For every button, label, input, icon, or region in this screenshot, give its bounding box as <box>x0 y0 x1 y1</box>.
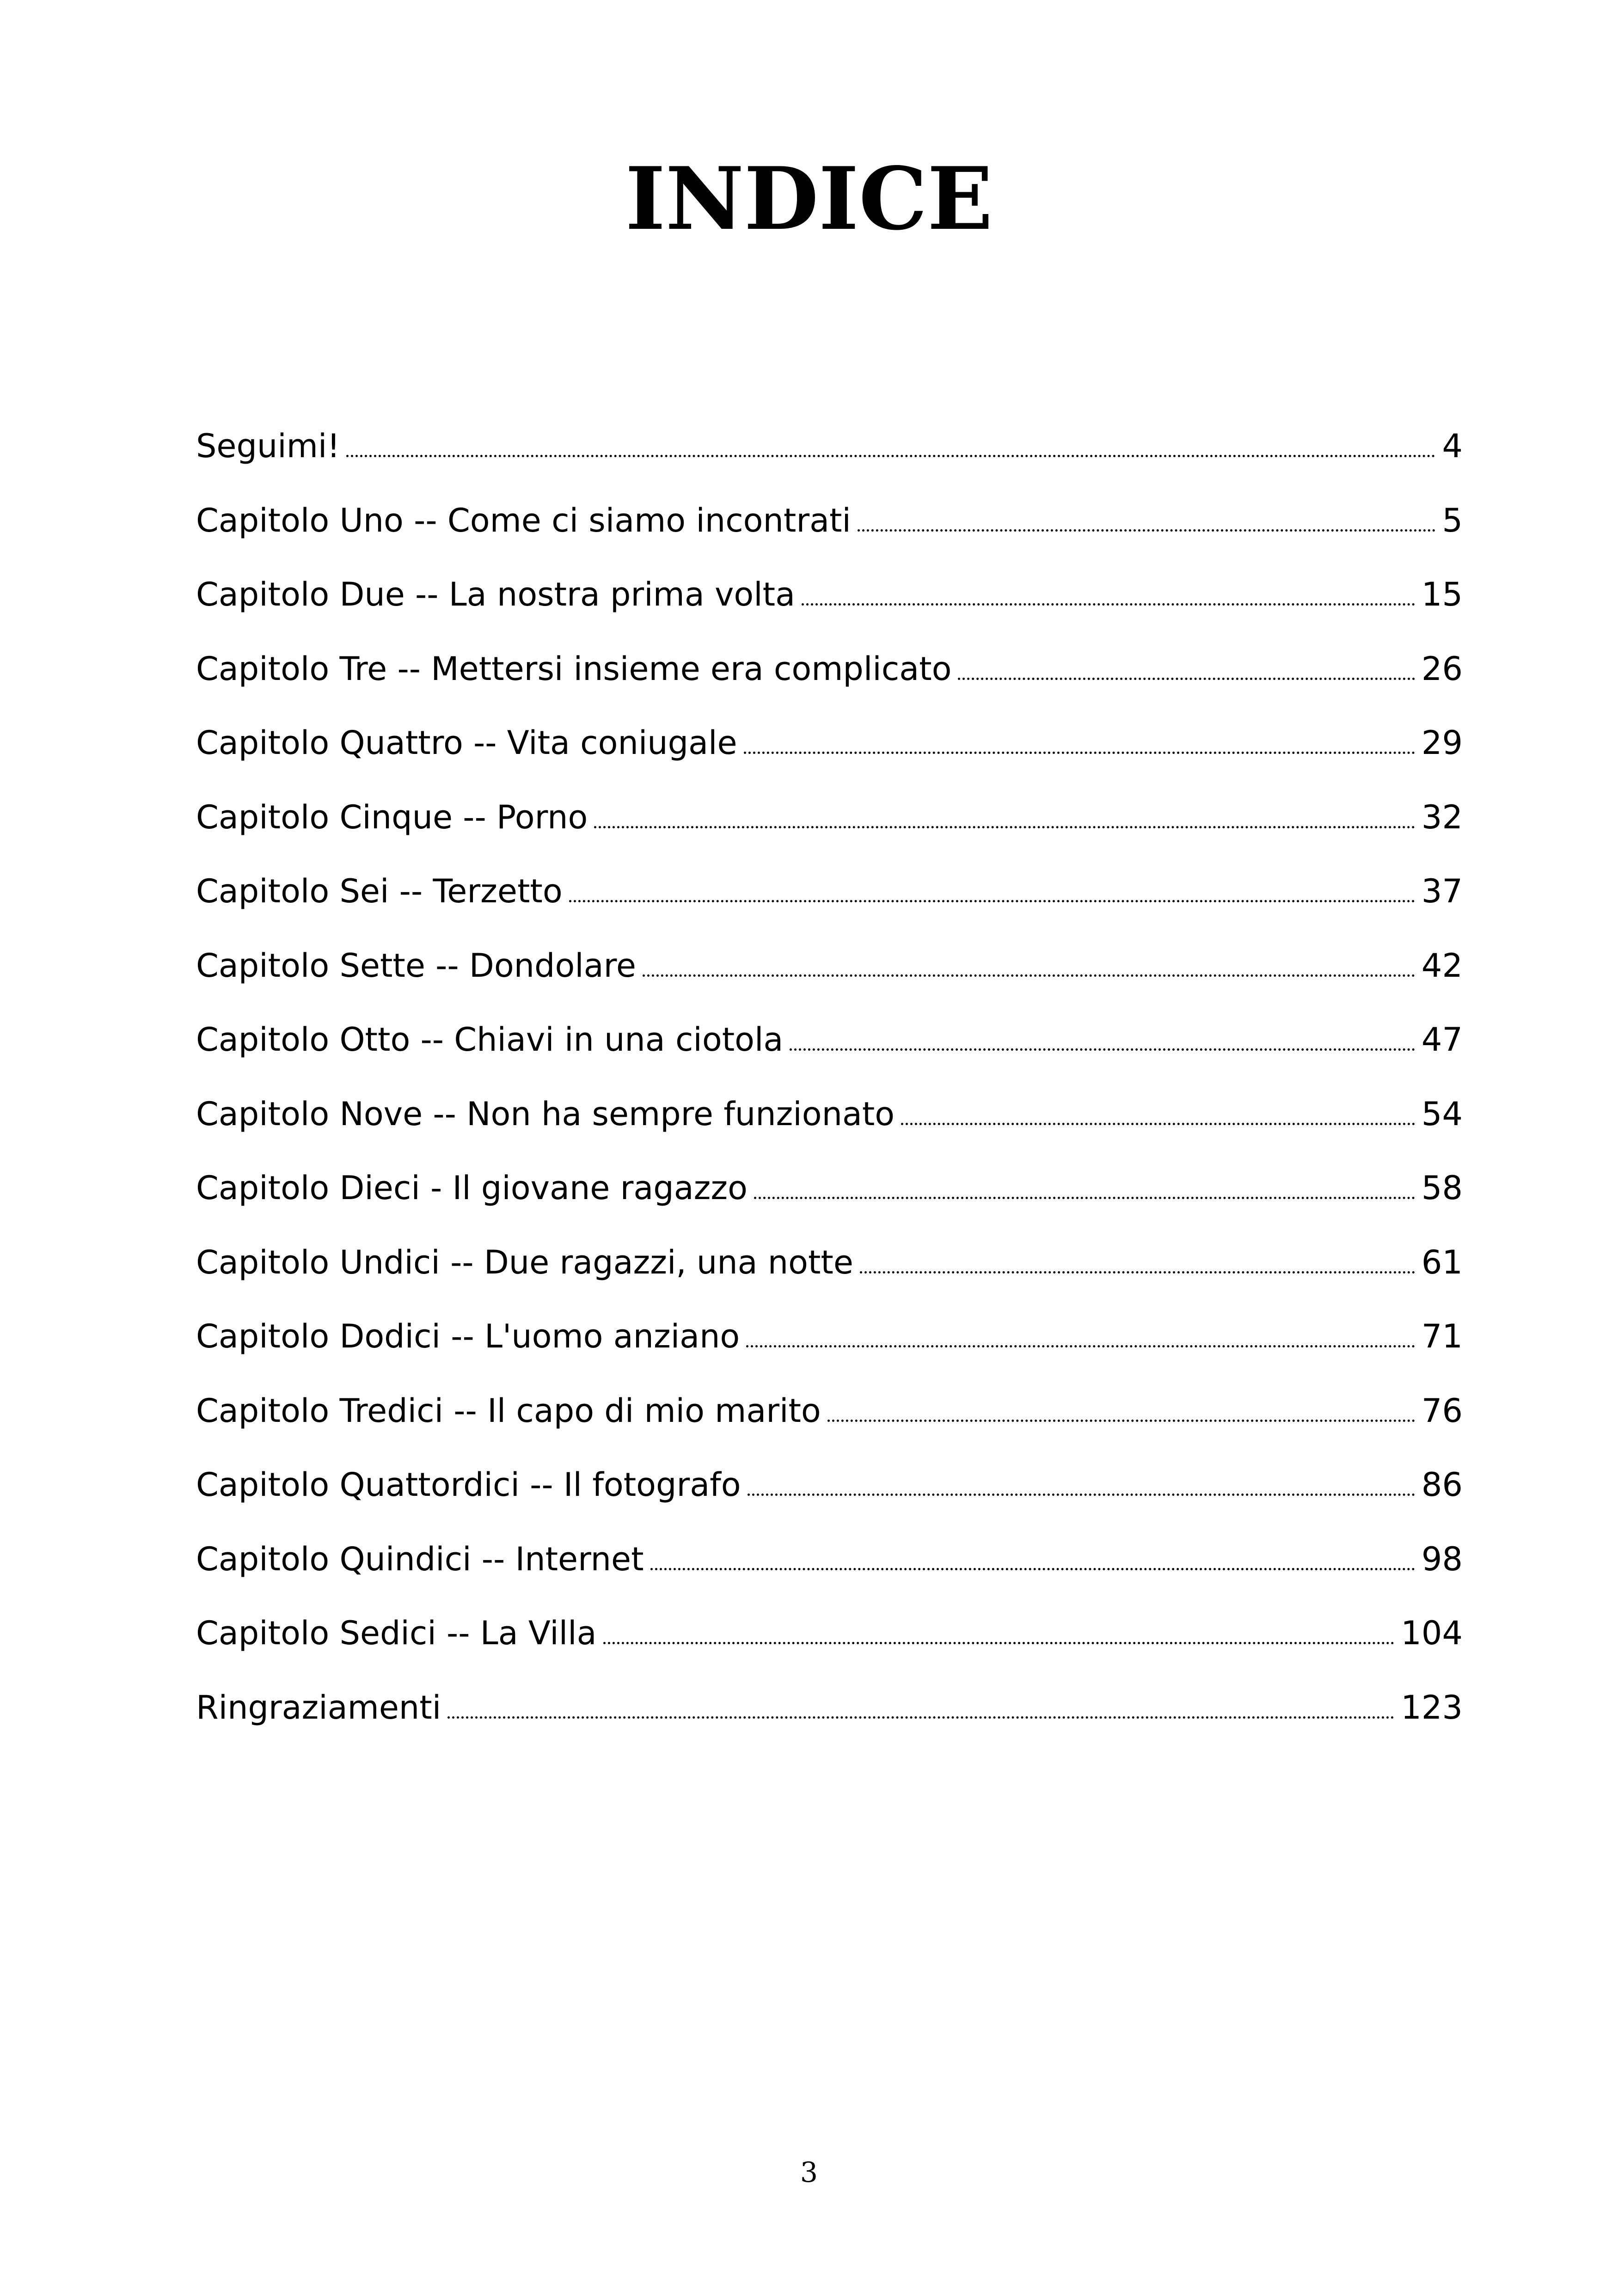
toc-entry[interactable] <box>196 1016 1463 1091</box>
toc-entry[interactable] <box>196 1091 1463 1165</box>
dot-leader <box>650 1568 1415 1570</box>
toc-entry-page: 58 <box>1421 1169 1463 1207</box>
dot-leader <box>858 529 1436 532</box>
toc-entry-label: Ringraziamenti <box>196 1688 441 1727</box>
toc-entry-page: 4 <box>1442 427 1463 465</box>
toc-entry[interactable] <box>196 1388 1463 1462</box>
toc-entry-label: Capitolo Dieci - Il giovane ragazzo <box>196 1169 748 1207</box>
toc-entry-label: Capitolo Sedici -- La Villa <box>196 1614 597 1652</box>
toc-entry-page: 86 <box>1421 1466 1463 1504</box>
toc-entry[interactable] <box>196 423 1463 497</box>
toc-entry-page: 5 <box>1442 501 1463 539</box>
toc-entry[interactable] <box>196 868 1463 943</box>
toc-entry[interactable] <box>196 571 1463 646</box>
toc-entry-label: Capitolo Uno -- Come ci siamo incontrati <box>196 501 851 539</box>
toc-entry-page: 76 <box>1421 1391 1463 1430</box>
toc-entry-label: Capitolo Otto -- Chiavi in una ciotola <box>196 1021 784 1059</box>
toc-entry-page: 15 <box>1421 576 1463 613</box>
toc-entry[interactable] <box>196 720 1463 794</box>
toc-entry-page: 71 <box>1421 1317 1463 1355</box>
dot-leader <box>790 1048 1415 1051</box>
toc-entry-label: Capitolo Undici -- Due ragazzi, una notte <box>196 1243 853 1281</box>
toc-entry-page: 104 <box>1401 1614 1463 1652</box>
toc-entry-label: Capitolo Dodici -- L'uomo anziano <box>196 1317 740 1355</box>
toc-entry-page: 98 <box>1421 1540 1463 1578</box>
toc-entry-page: 123 <box>1401 1688 1463 1727</box>
toc-entry-page: 61 <box>1421 1243 1463 1281</box>
dot-leader <box>860 1271 1415 1274</box>
toc-entry[interactable] <box>196 794 1463 869</box>
dot-leader <box>827 1420 1415 1422</box>
toc-entry[interactable] <box>196 1462 1463 1536</box>
toc-entry-label: Capitolo Tredici -- Il capo di mio marito <box>196 1391 821 1430</box>
dot-leader <box>748 1494 1415 1496</box>
toc-entry-label: Capitolo Cinque -- Porno <box>196 798 588 836</box>
toc-entry[interactable] <box>196 1239 1463 1314</box>
toc-entry-page: 37 <box>1421 872 1463 910</box>
toc-entry-label: Capitolo Sette -- Dondolare <box>196 946 636 985</box>
toc-entry-label: Capitolo Due -- La nostra prima volta <box>196 576 796 613</box>
dot-leader <box>603 1642 1395 1644</box>
toc-entry[interactable] <box>196 646 1463 720</box>
toc-entry-page: 42 <box>1421 946 1463 985</box>
dot-leader <box>802 603 1415 606</box>
dot-leader <box>447 1716 1394 1719</box>
toc-entry-label: Capitolo Nove -- Non ha sempre funzionato <box>196 1095 895 1133</box>
dot-leader <box>958 678 1415 680</box>
toc-entry[interactable] <box>196 1165 1463 1239</box>
toc-entry[interactable] <box>196 1610 1463 1684</box>
dot-leader <box>754 1197 1415 1199</box>
dot-leader <box>594 826 1415 828</box>
dot-leader <box>643 974 1415 977</box>
toc-entry-label: Capitolo Quattordici -- Il fotografo <box>196 1466 741 1504</box>
toc-entry-page: 47 <box>1421 1021 1463 1059</box>
dot-leader <box>744 752 1415 754</box>
toc-entry-label: Capitolo Sei -- Terzetto <box>196 872 563 910</box>
dot-leader <box>901 1123 1415 1125</box>
page-number: 3 <box>800 2156 818 2189</box>
toc-entry-page: 54 <box>1421 1095 1463 1133</box>
toc-entry-page: 32 <box>1421 798 1463 836</box>
toc-entry[interactable] <box>196 497 1463 572</box>
dot-leader <box>746 1345 1415 1347</box>
toc-entry[interactable] <box>196 1313 1463 1388</box>
toc-entry-page: 26 <box>1421 649 1463 688</box>
toc-entry-label: Seguimi! <box>196 427 340 465</box>
toc-entry-label: Capitolo Quattro -- Vita coniugale <box>196 724 737 762</box>
table-of-contents <box>196 423 1463 1758</box>
dot-leader <box>569 900 1415 902</box>
toc-entry[interactable] <box>196 943 1463 1017</box>
toc-entry-label: Capitolo Tre -- Mettersi insieme era complicato <box>196 649 952 688</box>
page-title: INDICE <box>625 148 993 249</box>
toc-entry-page: 29 <box>1421 724 1463 762</box>
dot-leader <box>346 455 1435 457</box>
toc-entry[interactable] <box>196 1684 1463 1759</box>
toc-entry[interactable] <box>196 1536 1463 1610</box>
toc-entry-label: Capitolo Quindici -- Internet <box>196 1540 644 1578</box>
